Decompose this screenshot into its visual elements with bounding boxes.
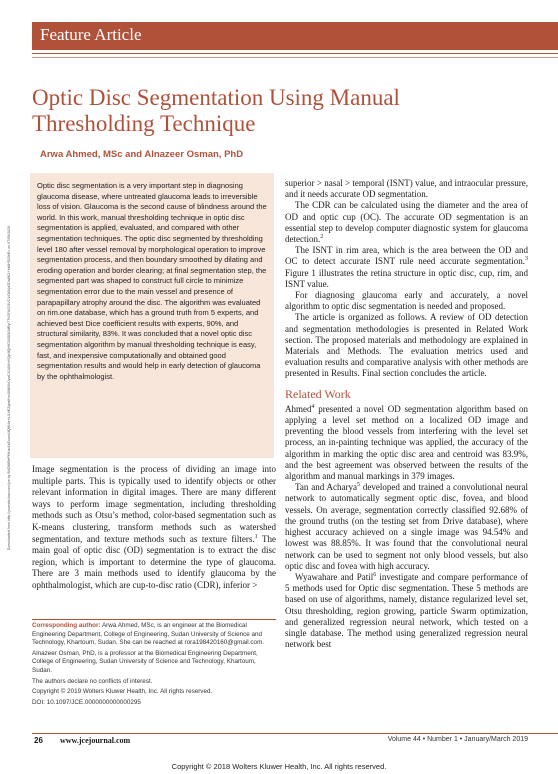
paragraph xyxy=(285,572,528,650)
citation-ref[interactable]: 5 xyxy=(357,482,361,489)
intro-text-a: Image segmentation is the process of dividing an image into multiple parts. This is typically used to identify objects or other relevant information in digital images. There are many different ways to perform image segmentation, including thresholding methods such as Otsu’s method, color-based segmentation such as K-means clustering, transform methods such as watershed segmentation, and texture methods such as texture filters. xyxy=(32,464,276,544)
article-authors: Arwa Ahmed, MSc and Alnazeer Osman, PhD xyxy=(40,149,244,160)
paragraph xyxy=(285,482,528,572)
corresponding-author-note xyxy=(32,622,276,648)
paragraph xyxy=(285,200,528,245)
intro-paragraph xyxy=(32,464,276,592)
paragraph xyxy=(285,404,528,482)
citation-ref[interactable]: 3 xyxy=(525,256,528,263)
paragraph: The article is organized as follows. A review of OD detection and segmentation methodologies is presented in Related Work section. The proposed materials and methodology are explained in Materials and Methods. The evaluation metrics used and evaluation results and comparative analysis with other methods are presented in Results. Final section concludes the article. xyxy=(285,312,528,379)
paragraph-text: Wyawahare and Patil xyxy=(295,571,374,582)
section-label: Feature Article xyxy=(40,25,142,44)
paragraph-text: presented a novel OD segmentation algorithm based on applying a level set method on a localized OD image and preventing the blood vessels from interfering with the level set process, an in-painting technique was applied, the accuracy of the algorithm in marking the optic disc area and centroid was 83.9%, and the best agreement was observed between the results of the algorithm and manual markings in 379 images. xyxy=(285,403,528,482)
paragraph: For diagnosing glaucoma early and accurately, a novel algorithm to optic disc segmentation is needed and proposed. xyxy=(285,290,528,312)
issue-info: Volume 44 • Number 1 • January/March 2019 xyxy=(387,736,528,743)
right-column xyxy=(285,178,528,650)
citation-ref[interactable]: 1 xyxy=(254,533,258,540)
abstract-box xyxy=(30,173,274,458)
paragraph-text: investigate and compare performance of 5 methods used for Optic disc segmentation. These 5 methods are based on use of algorithms, namely, distance regularized level set, Otsu thresholding, region growing, particle Swarm optimization, and generalized regression neural network, which tested on a single database. The method using generalized regression neural network best xyxy=(285,571,528,650)
download-watermark xyxy=(4,175,12,605)
abstract-text: Optic disc segmentation is a very important step in diagnosing glaucoma disease, where untreated glaucoma leads to irreversible loss of vision. Glaucoma is the second cause of blindness around the world. In this work, manual thresholding technique in optic disc segmentation is applied, evaluated, and compared with other segmentation techniques. The optic disc segmented by thresholding level 180 after vessel removal by morphological operation to improve segmentation process, and then boundary smoothed by dilating and eroding operation and border clearing; at final segmentation step, the segmented part was shaped to construct full circle to minimize segmentation error due to the main vessel and presence of parapapillary atrophy around the disc. The algorithm was evaluated on rim.one database, which has a ground truth from 5 experts, and achieved best Dice coefficient results with experts, 90%, and structural similarity, 83%. It was concluded that a novel optic disc segmentation algorithm by manual thresholding technique is easy, fast, and inexpensive computationally and obtained good segmentation results and would help in early detection of glaucoma by the ophthalmologist. xyxy=(37,181,267,381)
footnote-rule xyxy=(32,619,276,620)
second-author-note: Alnazeer Osman, PhD, is a professor at the Biomedical Engineering Department, College of Engineering, Sudan University of Science and Technology, Khartoum, Sudan. xyxy=(32,649,258,674)
corresponding-author-text: Arwa Ahmed, MSc, is an engineer at the Biomedical Engineering Department, College of Engineering, Sudan University of Science and Technology, Khartoum, Sudan. She can be reached at rora198420160@gmail.com. xyxy=(32,622,265,647)
download-watermark-text: Downloaded from http://journals.lww.com/jce by BhDMf5ePHKav1zEoum1tQfN4a+kJLhEZgbsIHo4XMi0hCywCX1AWnYQp/IlQrHD3i3D0OdRyi7TvSFl4Cf3VC4/OAVpDDa8K2+Ya6H515kE= on 07/09/2020 xyxy=(7,225,11,551)
author-footnotes xyxy=(32,622,276,709)
copyright-bar: Copyright © 2018 Wolters Kluwer Health, Inc. All rights reserved. xyxy=(171,762,387,771)
doi[interactable]: DOI: 10.1097/JCE.0000000000000295 xyxy=(32,698,141,706)
paragraph-text: The ISNT in rim area, which is the area between the OD and OC to detect accurate ISNT rule need accurate segmentation. xyxy=(285,245,528,267)
paragraph xyxy=(285,245,528,290)
citation-ref[interactable]: 6 xyxy=(373,571,377,578)
paragraph-text: developed and trained a convolutional neural network to automatically segment optic disc, fovea, and blood vessels. On average, segmentation correctly classified 92.68% of the ground truths (on the testing set from Drive database), where highest accuracy achieved on a single image was 94.54% and lowest was 88.85%. It was found that the convolutional neural network can be used to segment not only blood vessels, but also optic disc and fovea with high accuracy. xyxy=(285,482,528,571)
copyright-note: Copyright © 2019 Wolters Kluwer Health, Inc. All rights reserved. xyxy=(32,688,213,696)
journal-url[interactable]: www.jcejournal.com xyxy=(60,736,131,745)
citation-ref[interactable]: 4 xyxy=(311,403,315,410)
citation-ref[interactable]: 2 xyxy=(320,234,324,241)
left-column xyxy=(32,464,276,592)
paragraph: superior > nasal > temporal (ISNT) value, and intraocular pressure, and it needs accurate OD segmentation. xyxy=(285,178,528,200)
section-heading: Related Work xyxy=(285,386,351,401)
page-number: 26 xyxy=(34,736,43,745)
header-rule-secondary xyxy=(32,57,558,58)
header-rule xyxy=(32,53,558,54)
intro-text-b: The main goal of optic disc (OD) segmentation is to extract the disc region, which is important to determine the type of glaucoma. There are 3 main methods used to identify glaucoma by the ophthalmologist, which are cup-to-disc ratio (CDR), inferior > xyxy=(32,533,276,590)
footer-rule xyxy=(32,733,558,734)
section-banner xyxy=(32,22,558,50)
paragraph-text: Figure 1 illustrates the retina structure in optic disc, cup, rim, and ISNT value. xyxy=(285,267,528,289)
paragraph-text: Ahmed xyxy=(285,403,312,414)
paragraph-text: Tan and Acharya xyxy=(295,482,358,493)
paragraph-text: The CDR can be calculated using the diameter and the area of OD and optic cup (OC). The accurate OD segmentation is an essential step to develop computer diagnostic system for glaucoma detection. xyxy=(285,200,528,245)
article-title: Optic Disc Segmentation Using Manual Thresholding Technique xyxy=(32,85,400,136)
corresponding-author-label: Corresponding author: xyxy=(32,622,101,629)
conflict-statement: The authors declare no conflicts of interest. xyxy=(32,677,153,685)
